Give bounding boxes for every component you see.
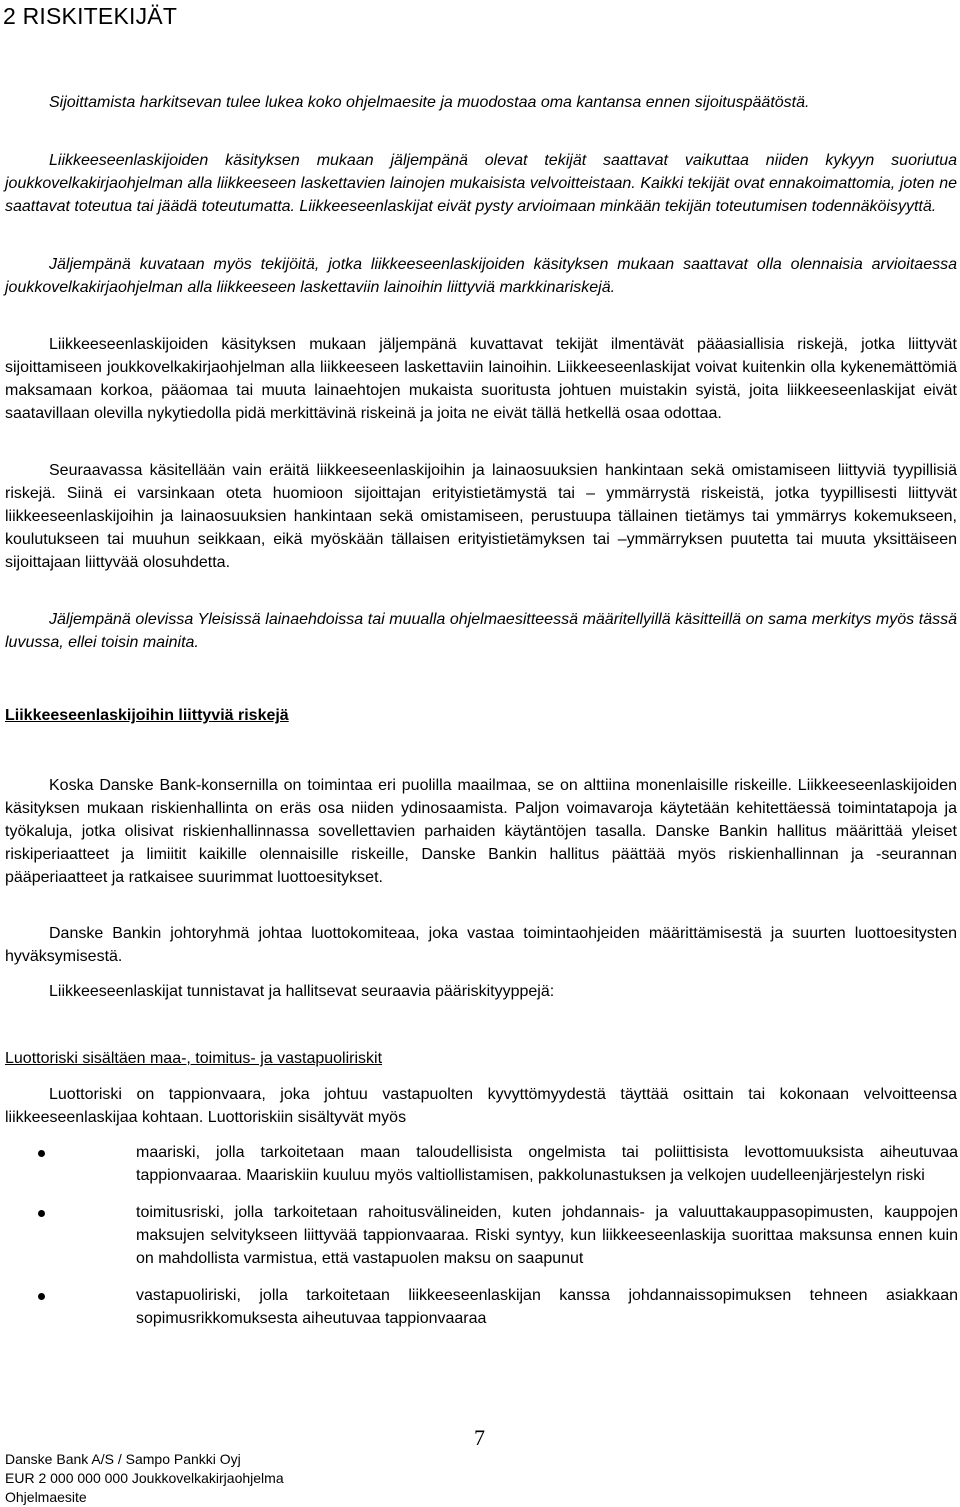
issuer-risks-heading: Liikkeeseenlaskijoihin liittyviä riskejä — [5, 707, 289, 724]
intro-paragraph-1: Sijoittamista harkitsevan tulee lukea koko ohjelmaesite ja muodostaa oma kantansa ennen sijoituspäätöstä. — [49, 94, 810, 111]
intro-paragraph-2: Liikkeeseenlaskijoiden käsityksen mukaan jäljempänä olevat tekijät saattavat vaikuttaa niiden kykyyn suoriutua joukkovelkakirjaohjelman alla liikkeeseen laskettavien lainojen mukaisista velvoitteistaan. Kaikki tekijät ovat ennakoimattomia, joten ne saattavat toteutua tai jäädä toteutumatta. Liikkeeseenlaskijat eivät pysty arvioimaan minkään tekijän toteutumisen todennäköisyyttä. — [5, 152, 957, 215]
bullet-text: toimitusriski, jolla tarkoitetaan rahoitusvälineiden, kuten johdannais- ja valuuttakauppasopimusten, kauppojen maksujen selvitykseen liittyvää tappionvaaraa. Riski syntyy, kun liikkeeseenlaskija suorittaa maksunsa ennen kuin on mahdollista varmistua, että vastapuolen maksu on saapunut — [136, 1204, 958, 1267]
issuer-risks-paragraph-2: Danske Bankin johtoryhmä johtaa luottokomiteaa, joka vastaa toimintaohjeiden määrittämisestä ja suurten luottoesitysten hyväksymisestä. — [5, 925, 957, 965]
intro-paragraph-5: Seuraavassa käsitellään vain eräitä liikkeeseenlaskijoihin ja lainaosuuksien hankintaan sekä omistamiseen liittyviä tyypillisiä riskejä. Siinä ei varsinkaan oteta huomioon sijoittajan erityistietämystä tai – ymmärrystä riskeistä, jotka tyypillisesti liittyvät liikkeeseenlaskijoihin ja lainaosuuksien hankintaan sekä omistamiseen, perustuupa tällainen tietämys tai ymmärrys kokemukseen, koulutukseen tai muuhun seikkaan, eikä myöskään tällaisen erityistietämyksen tai –ymmärryksen puutetta tai muuta yksittäiseen sijoittajaan liittyvää olosuhdetta. — [5, 462, 957, 571]
list-item — [0, 1284, 958, 1330]
bullet-text: vastapuoliriski, jolla tarkoitetaan liikkeeseenlaskijan kanssa johdannaissopimuksen tehneen asiakkaan sopimusrikkomuksesta aiheutuvaa tappionvaaraa — [136, 1287, 958, 1327]
intro-paragraph-6: Jäljempänä olevissa Yleisissä lainaehdoissa tai muualla ohjelmaesitteessä määritellyillä käsitteillä on sama merkitys myös tässä luvussa, ellei toisin mainita. — [5, 611, 957, 651]
intro-paragraph-3: Jäljempänä kuvataan myös tekijöitä, jotka liikkeeseenlaskijoiden käsityksen mukaan saattavat olla olennaisia arvioitaessa joukkovelkakirjaohjelman alla liikkeeseen laskettaviin lainoihin liittyviä markkinariskejä. — [5, 256, 957, 296]
footer-program: EUR 2 000 000 000 Joukkovelkakirjaohjelma — [5, 1470, 284, 1486]
credit-risk-bullet-list — [0, 1141, 960, 1344]
bullet-icon — [38, 1210, 45, 1217]
footer-company: Danske Bank A/S / Sampo Pankki Oyj — [5, 1451, 241, 1467]
page-footer — [5, 1450, 284, 1507]
bullet-icon — [38, 1293, 45, 1300]
page-number: 7 — [474, 1425, 485, 1450]
issuer-risks-paragraph-1: Koska Danske Bank-konsernilla on toimintaa eri puolilla maailmaa, se on alttiina monenlaisille riskeille. Liikkeeseenlaskijoiden käsityksen mukaan riskienhallinta on eräs osa niiden ydinosaamista. Paljon voimavaroja käytetään kehitettäessä toimintatapoja ja työkaluja, jotka olisivat riskienhallinnassa sovellettavien parhaiden käytäntöjen tasalla. Danske Bankin hallitus määrittää yleiset riskiperiaatteet ja limiitit kaikille olennaisille riskeille, Danske Bankin hallitus päättää myös riskienhallinnan ja -seurannan pääperiaatteet ja ratkaisee suurimmat luottoesitykset. — [5, 777, 957, 886]
section-title: 2 RISKITEKIJÄT — [3, 3, 178, 29]
intro-paragraph-4: Liikkeeseenlaskijoiden käsityksen mukaan jäljempänä kuvattavat tekijät ilmentävät pääasiallisia riskejä, jotka liittyvät sijoittamiseen joukkovelkakirjaohjelman alla liikkeeseen laskettaviin lainoihin. Liikkeeseenlaskijat voivat kuitenkin olla kykenemättömiä maksamaan korkoa, pääomaa tai muuta lainaehtojen mukaista suoritusta johtuen muistakin syistä, joita liikkeeseenlaskijat eivät saatavillaan olevilla nykytiedolla pidä merkittävinä riskeinä ja joita ne eivät tällä hetkellä osaa odottaa. — [5, 336, 957, 422]
credit-risk-paragraph-1: Luottoriski on tappionvaara, joka johtuu vastapuolten kyvyttömyydestä täyttää osittain tai kokonaan velvoitteensa liikkeeseenlaskijaa kohtaan. Luottoriskiin sisältyvät myös — [5, 1086, 957, 1126]
bullet-text: maariski, jolla tarkoitetaan maan taloudellisista ongelmista tai poliittisista levottomuuksista aiheutuvaa tappionvaaraa. Maariskiin kuuluu myös valtiollistamisen, pakkolunastuksen ja velkojen uudelleenjärjestelyn riski — [136, 1144, 958, 1184]
footer-document-type: Ohjelmaesite — [5, 1489, 87, 1505]
list-item — [0, 1141, 958, 1187]
credit-risk-heading: Luottoriski sisältäen maa-, toimitus- ja vastapuoliriskit — [5, 1050, 383, 1067]
list-item — [0, 1201, 958, 1270]
issuer-risks-paragraph-3: Liikkeeseenlaskijat tunnistavat ja hallitsevat seuraavia pääriskityyppejä: — [49, 983, 555, 1000]
bullet-icon — [38, 1150, 45, 1157]
